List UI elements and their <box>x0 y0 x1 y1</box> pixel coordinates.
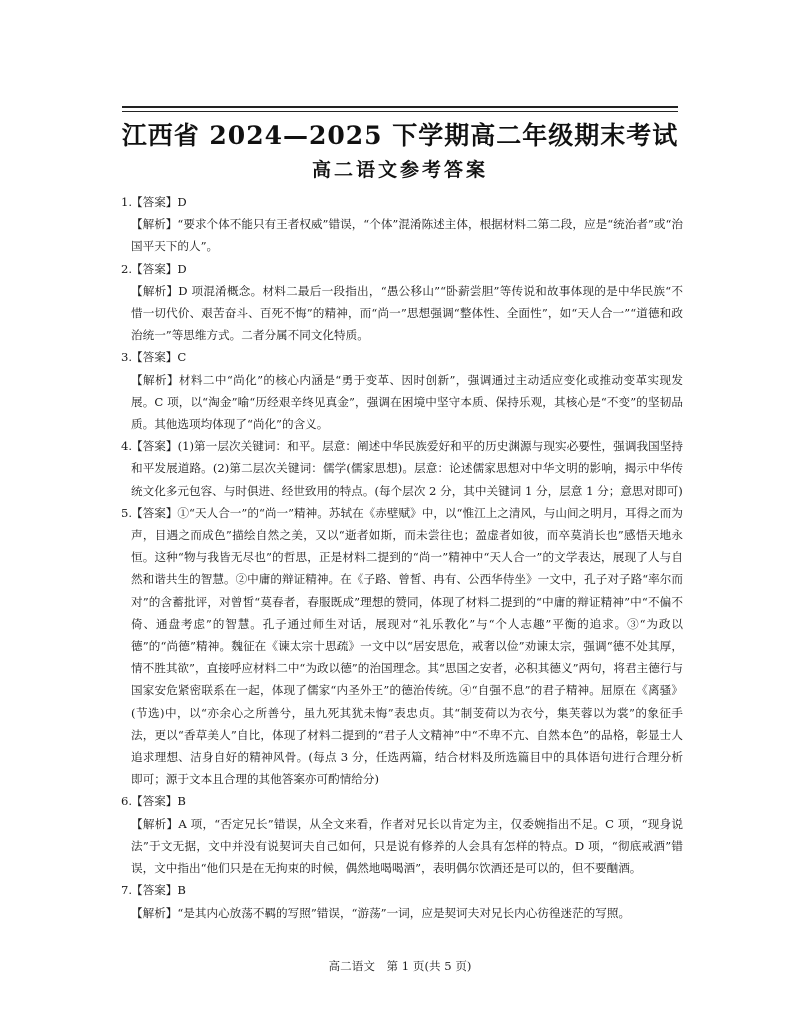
answer-item-6 <box>121 790 683 879</box>
item-number: 1. <box>121 195 133 209</box>
item-number: 7. <box>121 883 133 898</box>
analysis-text: 【解析】A 项，“否定兄长”错误，从全文来看，作者对兄长以肯定为主，仅委婉指出不足。C 项，“现身说法”于文无据，文中并没有说契诃夫自己如何，只是说有修养的人会具有怎样的特点。D 项，“彻底戒酒”错误，文中指出“他们只是在无拘束的时候，偶然地喝喝酒”，表明偶尔饮酒还是可以的，但不要酗酒。 <box>131 816 683 876</box>
answer-line: 【答案】B <box>131 883 186 898</box>
answer-item-5 <box>121 502 683 791</box>
page-title: 江西省 2024—2025 下学期高二年级期末考试 <box>121 121 679 150</box>
analysis-text: 【解析】“是其内心放荡不羁的写照”错误，“游荡”一词，应是契诃夫对兄长内心彷徨迷茫的写照。 <box>131 905 631 920</box>
item-number: 6. <box>121 794 133 809</box>
answer-text: 【答案】(1)第一层次关键词：和平。层意：阐述中华民族爱好和平的历史渊源与现实必要性，强调我国坚持和平发展道路。(2)第二层次关键词：儒学(儒家思想)。层意：论述儒家思想对中华文明的影响，揭示中华传统文化多元包容、与时俱进、经世致用的特点。(每个层次 2 分，其中关键词 1 分，层意 1 分；意思对即可) <box>131 439 683 498</box>
answer-item-2 <box>121 258 683 347</box>
answer-item-4 <box>121 435 683 502</box>
item-number: 5. <box>121 505 133 520</box>
answer-line: 【答案】D <box>131 195 187 209</box>
header-rule-thick <box>122 106 678 108</box>
answer-line: 【答案】B <box>131 794 186 809</box>
answer-line: 【答案】D <box>131 261 187 276</box>
item-number: 2. <box>121 261 133 276</box>
item-number: 4. <box>121 439 133 454</box>
header-rule-thin <box>122 111 678 112</box>
answer-line: 【答案】C <box>131 350 187 365</box>
item-number: 3. <box>121 350 133 365</box>
analysis-text: 【解析】D 项混淆概念。材料二最后一段指出，“愚公移山”“卧薪尝胆”等传说和故事体现的是中华民族“不惜一切代价、艰苦奋斗、百死不悔”的精神，而“尚一”思想强调“整体性、全面性”，如“天人合一”“道德和政治统一”等思维方式。二者分属不同文化特质。 <box>131 283 683 343</box>
page-subtitle: 高二语文参考答案 <box>311 159 488 181</box>
answer-item-3 <box>121 346 683 435</box>
page-footer: 高二语文 第 1 页(共 5 页) <box>328 959 472 973</box>
answer-item-7 <box>121 879 683 923</box>
answer-list <box>121 191 683 924</box>
analysis-text: 【解析】“要求个体不能只有王者权威”错误，“个体”混淆陈述主体，根据材料二第二段，应是“统治者”或“治国平天下的人”。 <box>131 217 683 254</box>
answer-text: 【答案】①“天人合一”的“尚一”精神。苏轼在《赤壁赋》中，以“惟江上之清风，与山间之明月，耳得之而为声，目遇之而成色”描绘自然之美，又以“逝者如斯，而未尝往也；盈虚者如彼，而卒莫消长也”感悟天地永恒。这种“物与我皆无尽也”的哲思，正是材料二提到的“尚一”精神中“天人合一”的文学表达，展现了人与自然和谐共生的智慧。②中庸的辩证精神。在《子路、曾皙、冉有、公西华侍坐》一文中，孔子对子路“率尔而对”的含蓄批评，对曾皙“莫春者，春服既成”理想的赞同，体现了材料二提到的“中庸的辩证精神”中“不偏不倚、通盘考虑”的智慧。孔子通过师生对话，展现对“礼乐教化”与“个人志趣”平衡的追求。③“为政以德”的“尚德”精神。魏征在《谏太宗十思疏》一文中以“居安思危，戒奢以俭”劝谏太宗，强调“德不处其厚，情不胜其欲”，直接呼应材料二中“为政以德”的治国理念。其“思国之安者，必积其德义”两句，将君主德行与国家安危紧密联系在一起，体现了儒家“内圣外王”的德治传统。④“自强不息”的君子精神。屈原在《离骚》(节选)中，以“亦余心之所善兮，虽九死其犹未悔”表忠贞。其“制芰荷以为衣兮，集芙蓉以为裳”的象征手法，更以“香草美人”自比，体现了材料二提到的“君子人文精神”中“不卑不亢、自然本色”的品格，彰显士人追求理想、洁身自好的精神风骨。(每点 3 分，任选两篇，结合材料及所选篇目中的具体语句进行合理分析即可；源于文本且合理的其他答案亦可酌情给分) <box>131 505 683 787</box>
answer-item-1 <box>121 191 683 258</box>
analysis-text: 【解析】材料二中“尚化”的核心内涵是“勇于变革、因时创新”，强调通过主动适应变化或推动变革实现发展。C 项，以“淘金”喻“历经艰辛终见真金”，强调在困境中坚守本质、保持乐观，其核心是“不变”的坚韧品质。其他选项均体现了“尚化”的含义。 <box>131 372 683 432</box>
